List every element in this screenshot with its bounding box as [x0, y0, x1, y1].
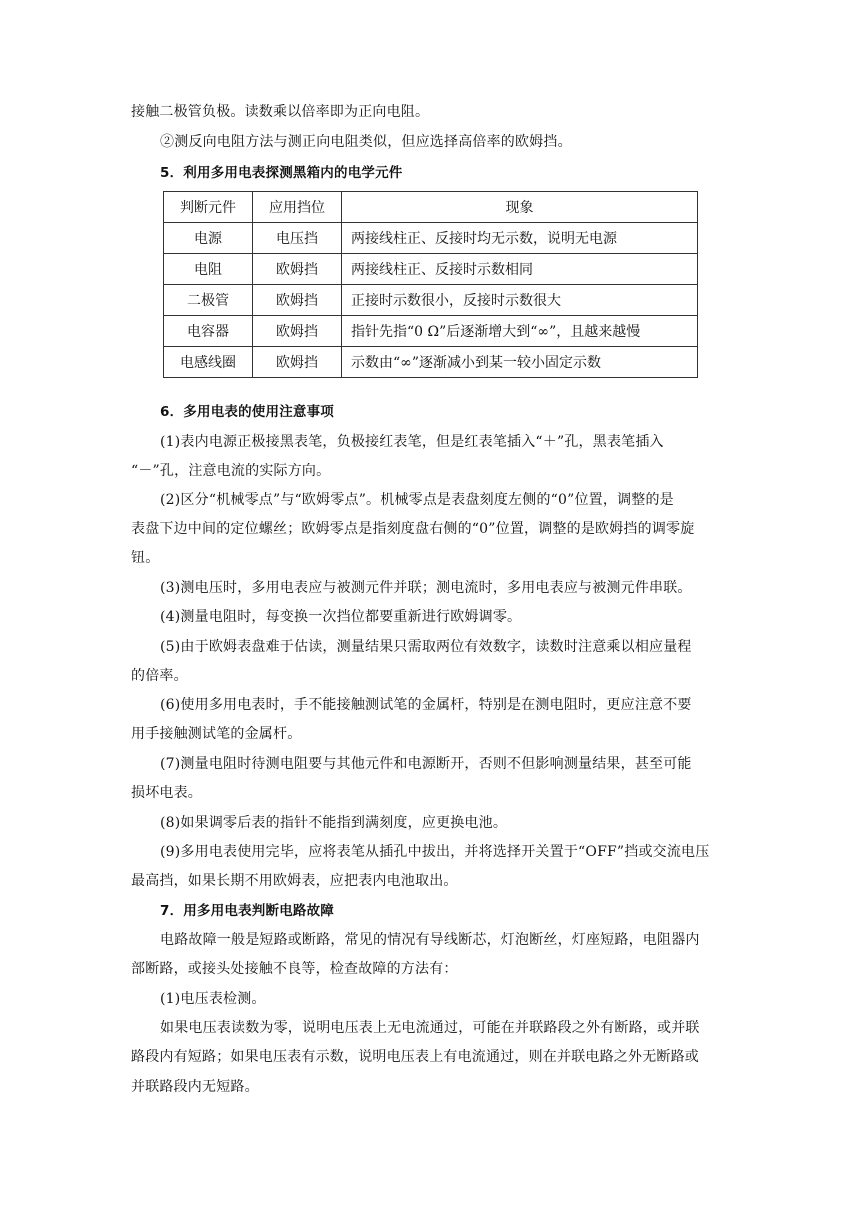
paragraph-line: 电路故障一般是短路或断路，常见的情况有导线断芯，灯泡断丝，灯座短路，电阻器内 — [160, 932, 700, 948]
table-header-cell: 应用挡位 — [253, 192, 342, 223]
paragraph-line: (1)表内电源正极接黑表笔，负极接红表笔，但是红表笔插入“＋”孔，黑表笔插入 — [160, 434, 664, 450]
section-heading-5: 5．利用多用电表探测黑箱内的电学元件 — [160, 165, 403, 181]
paragraph-line: 并联路段内无短路。 — [131, 1079, 259, 1095]
table-cell: 两接线柱正、反接时示数相同 — [342, 254, 698, 285]
paragraph-line: 路段内有短路；如果电压表有示数，说明电压表上有电流通过，则在并联电路之外无断路或 — [131, 1049, 699, 1065]
paragraph-line: 损坏电表。 — [131, 785, 202, 801]
table-cell: 欧姆挡 — [253, 254, 342, 285]
table-cell: 电阻 — [164, 254, 253, 285]
paragraph-line: (3)测电压时，多用电表应与被测元件并联；测电流时，多用电表应与被测元件串联。 — [160, 580, 692, 596]
table-cell: 指针先指“0 Ω”后逐渐增大到“∞”，且越来越慢 — [342, 316, 698, 347]
table-cell: 二极管 — [164, 285, 253, 316]
paragraph-line: 如果电压表读数为零，说明电压表上无电流通过，可能在并联路段之外有断路，或并联 — [160, 1020, 700, 1036]
table-row — [164, 223, 698, 254]
table-header-row — [164, 192, 698, 223]
section-heading-6: 6．多用电表的使用注意事项 — [160, 404, 334, 420]
paragraph-line: (6)使用多用电表时，手不能接触测试笔的金属杆，特别是在测电阻时，更应注意不要 — [160, 697, 692, 713]
paragraph-line: 的倍率。 — [131, 668, 188, 684]
paragraph-line: (8)如果调零后表的指针不能指到满刻度，应更换电池。 — [160, 815, 508, 831]
table-cell: 电源 — [164, 223, 253, 254]
paragraph-line: (2)区分“机械零点”与“欧姆零点”。机械零点是表盘刻度左侧的“0”位置，调整的是 — [160, 492, 674, 508]
table-cell: 示数由“∞”逐渐减小到某一较小固定示数 — [342, 347, 698, 378]
table-cell: 正接时示数很小，反接时示数很大 — [342, 285, 698, 316]
paragraph-line: “－”孔，注意电流的实际方向。 — [131, 463, 331, 479]
paragraph-line: 部断路，或接头处接触不良等，检查故障的方法有： — [131, 961, 458, 977]
paragraph-line: (5)由于欧姆表盘难于估读，测量结果只需取两位有效数字，读数时注意乘以相应量程 — [160, 639, 692, 655]
section-heading-7: 7．用多用电表判断电路故障 — [160, 903, 334, 919]
black-box-components-table — [163, 191, 698, 378]
table-cell: 两接线柱正、反接时均无示数，说明无电源 — [342, 223, 698, 254]
table-header-cell: 现象 — [342, 192, 698, 223]
paragraph-line: 钮。 — [131, 550, 160, 566]
table-header-cell: 判断元件 — [164, 192, 253, 223]
table-cell: 欧姆挡 — [253, 316, 342, 347]
table-cell: 电感线圈 — [164, 347, 253, 378]
table-cell: 电压挡 — [253, 223, 342, 254]
paragraph-line: ②测反向电阻方法与测正向电阻类似，但应选择高倍率的欧姆挡。 — [160, 134, 572, 150]
paragraph-line: (4)测量电阻时，每变换一次挡位都要重新进行欧姆调零。 — [160, 609, 522, 625]
table-cell: 欧姆挡 — [253, 285, 342, 316]
paragraph-line: 表盘下边中间的定位螺丝；欧姆零点是指刻度盘右侧的“0”位置，调整的是欧姆挡的调零旋 — [131, 521, 695, 537]
table-cell: 电容器 — [164, 316, 253, 347]
table-cell: 欧姆挡 — [253, 347, 342, 378]
paragraph-line: 最高挡，如果长期不用欧姆表，应把表内电池取出。 — [131, 873, 458, 889]
table-row — [164, 347, 698, 378]
table-row — [164, 316, 698, 347]
paragraph-line: (7)测量电阻时待测电阻要与其他元件和电源断开，否则不但影响测量结果，甚至可能 — [160, 756, 692, 772]
paragraph-line: 用手接触测试笔的金属杆。 — [131, 726, 302, 742]
table-row — [164, 254, 698, 285]
paragraph-line: (1)电压表检测。 — [160, 991, 266, 1007]
paragraph-line: 接触二极管负极。读数乘以倍率即为正向电阻。 — [131, 104, 430, 120]
table-row — [164, 285, 698, 316]
paragraph-line: (9)多用电表使用完毕，应将表笔从插孔中拔出，并将选择开关置于“OFF”挡或交流电压 — [160, 844, 710, 860]
